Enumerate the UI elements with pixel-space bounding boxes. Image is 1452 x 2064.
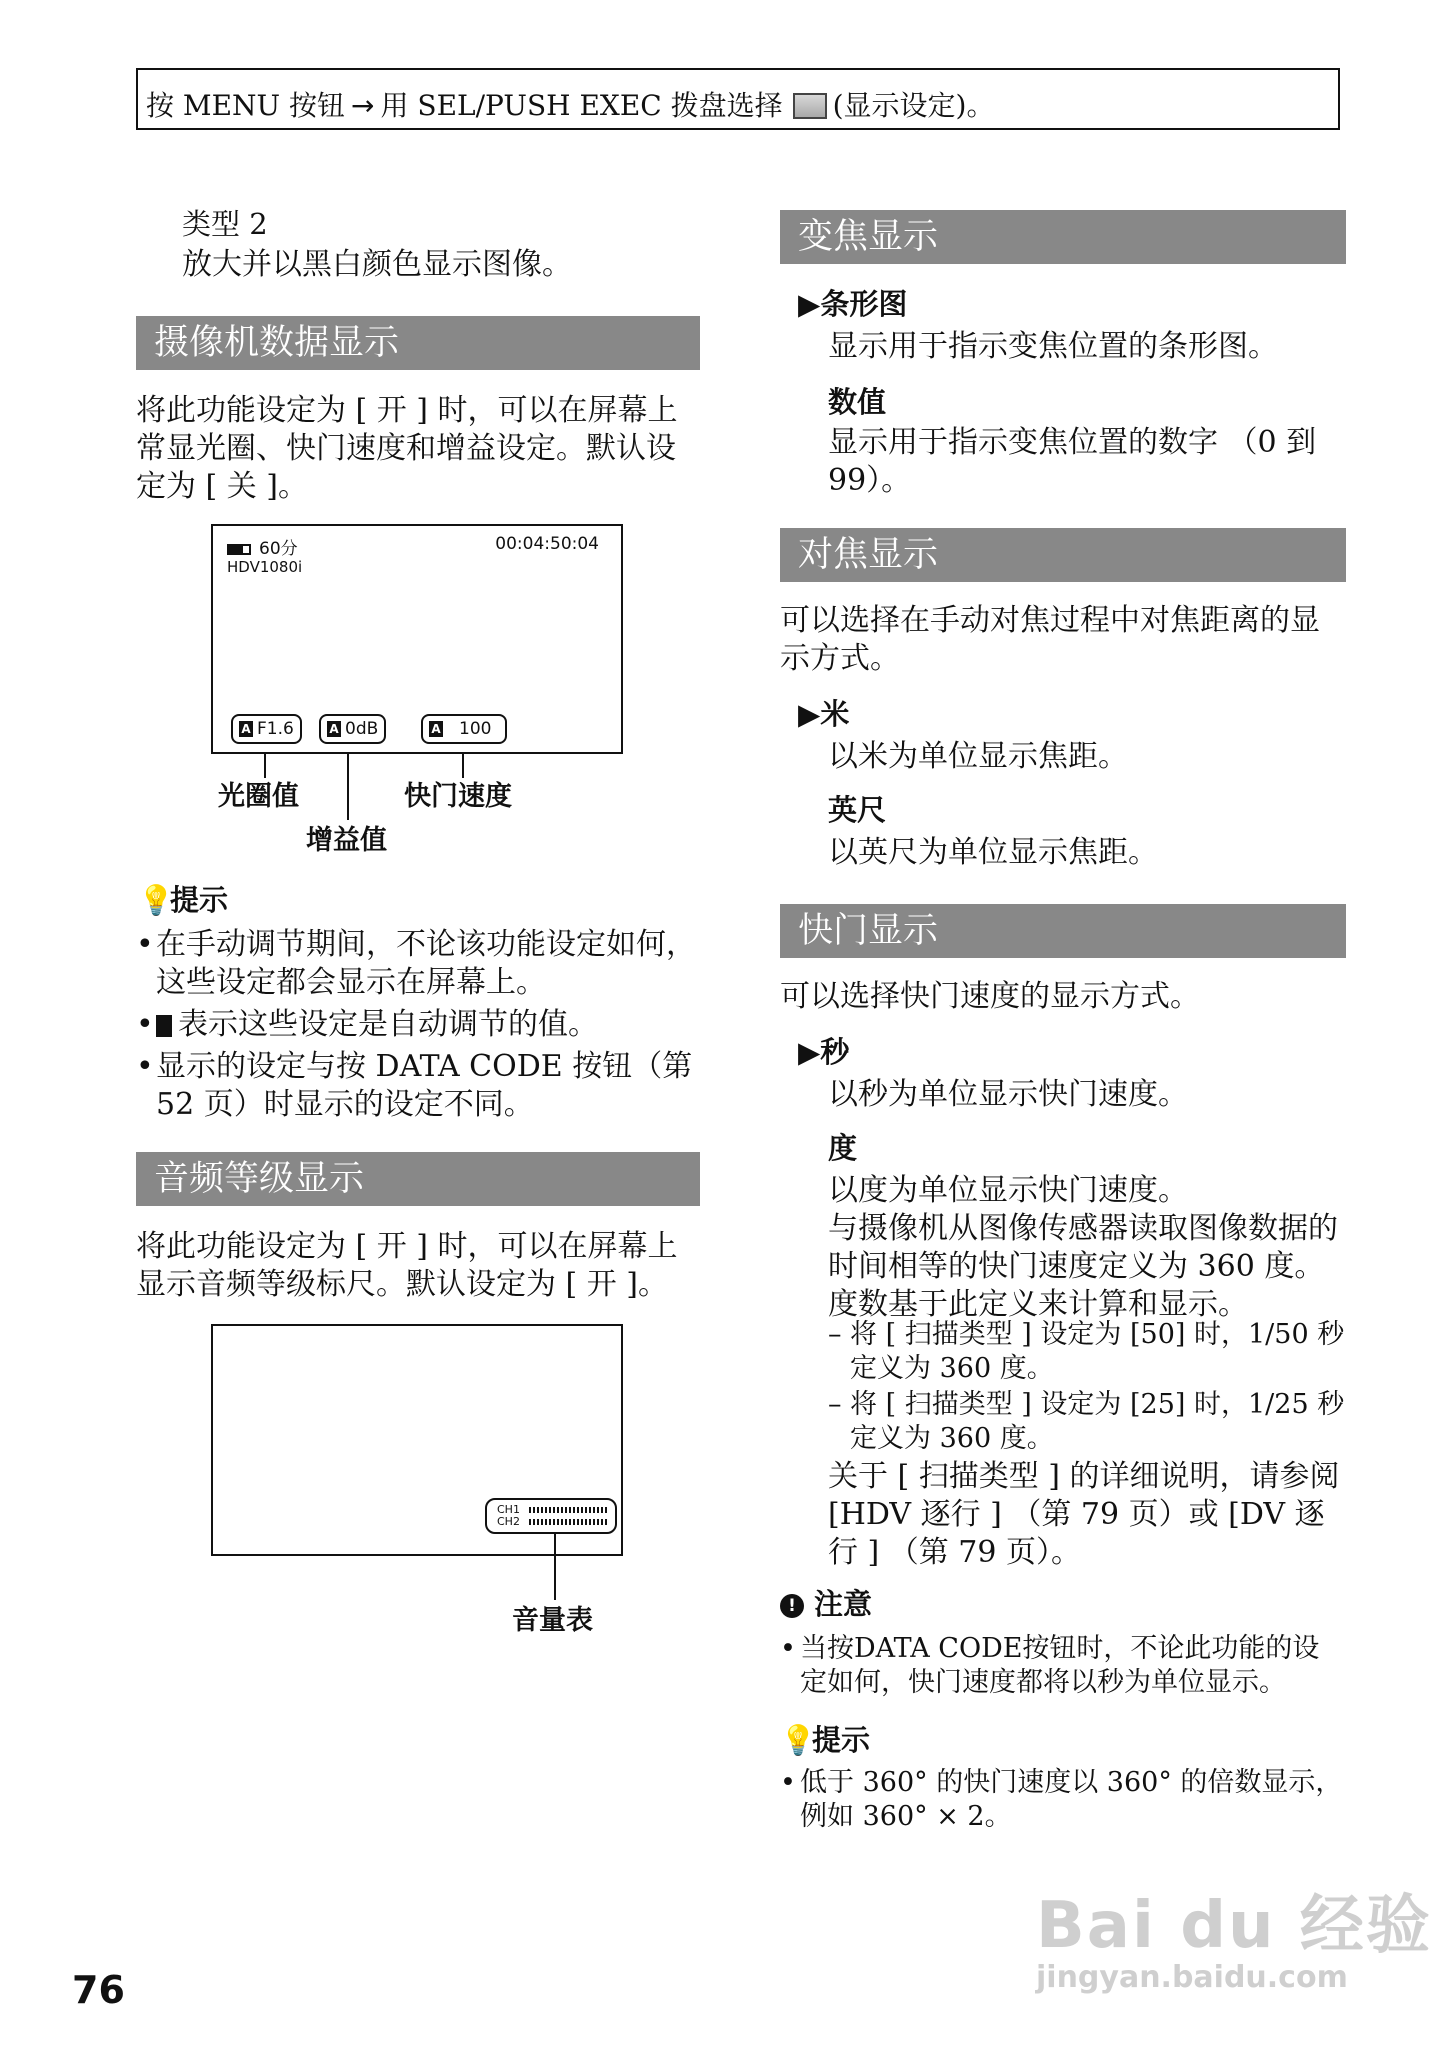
note-title: 注意 [814, 1587, 873, 1621]
shutter-value: 100 [459, 719, 492, 739]
recording-format: HDV1080i [227, 558, 303, 576]
lightbulb-icon: 💡 [780, 1723, 817, 1757]
audio-level-desc: 将此功能设定为 [ 开 ] 时，可以在屏幕上显示音频等级标尺。默认设定为 [ 开 ]。 [136, 1229, 678, 1302]
iris-callout: 光圈值 [218, 781, 299, 812]
tips2-title: 提示 [812, 1723, 871, 1757]
gain-value: 0dB [345, 719, 379, 739]
zoom-option-number-label: 数值 [828, 385, 887, 419]
section-camera-data: 摄像机数据显示 [136, 316, 700, 370]
section-zoom: 变焦显示 [780, 210, 1346, 264]
camera-data-desc: 将此功能设定为 [ 开 ] 时，可以在屏幕上常显光圈、快门速度和增益设定。默认设定为 [ 关 ]。 [136, 393, 678, 504]
tips-title: 提示 [170, 883, 229, 917]
section-audio-level: 音频等级显示 [136, 1152, 700, 1206]
tips2-list [780, 1766, 1346, 1834]
focus-option-meter-label: 米 [820, 697, 850, 731]
watermark-brand: Bai du 经验 [1036, 1889, 1432, 1963]
lightbulb-icon: 💡 [138, 883, 175, 917]
shutter-display [421, 714, 507, 744]
shutter-option-sec-label: 秒 [820, 1035, 850, 1069]
auto-icon: A [327, 721, 341, 737]
shutter-option-sec: ▶秒 [798, 1035, 850, 1069]
auto-icon: A [239, 721, 253, 737]
arrow-icon: → [351, 89, 375, 122]
audio-channels [497, 1504, 520, 1528]
note-heading [780, 1586, 872, 1622]
battery-indicator [227, 534, 298, 559]
ch2-level-bar [529, 1519, 607, 1525]
tip-item-text: 表示这些设定是自动调节的值。 [178, 1007, 598, 1042]
scan-type-item: – 将 [ 扫描类型 ] 设定为 [25] 时，1/25 秒定义为 360 度。 [828, 1388, 1346, 1456]
display-setup-icon [793, 93, 827, 119]
tip-item [136, 1006, 702, 1044]
focus-option-feet-desc: 以英尺为单位显示焦距。 [828, 835, 1158, 870]
note-item: • 当按DATA CODE按钮时，不论此功能的设定如何，快门速度都将以秒为单位显示。 [780, 1632, 1346, 1700]
type2-desc: 放大并以黑白颜色显示图像。 [182, 247, 572, 282]
auto-adjust-icon [156, 1015, 172, 1037]
shutter-desc: 可以选择快门速度的显示方式。 [780, 979, 1200, 1014]
note-list [780, 1632, 1346, 1700]
focus-option-meter: ▶米 [798, 697, 850, 731]
instruction-part2: 用 SEL/PUSH EXEC 拨盘选择 [380, 89, 783, 122]
shutter-option-sec-desc: 以秒为单位显示快门速度。 [828, 1077, 1188, 1112]
camera-data-screen [211, 524, 623, 754]
zoom-option-bar-label: 条形图 [820, 287, 908, 321]
shutter-option-deg-desc1: 以度为单位显示快门速度。 [828, 1173, 1188, 1208]
scan-type-item: – 将 [ 扫描类型 ] 设定为 [50] 时，1/50 秒定义为 360 度。 [828, 1318, 1346, 1386]
scan-type-list [828, 1318, 1346, 1456]
ch1-label: CH1 [497, 1503, 520, 1516]
audio-meter [485, 1498, 617, 1534]
watermark-url: jingyan.baidu.com [1036, 1960, 1348, 1995]
ch1-level-bar [529, 1507, 607, 1513]
focus-option-meter-desc: 以米为单位显示焦距。 [828, 739, 1128, 774]
type2-title: 类型 2 [182, 207, 268, 241]
tip-item: • 显示的设定与按 DATA CODE 按钮（第 52 页）时显示的设定不同。 [136, 1048, 702, 1124]
audio-meter-leader [554, 1534, 556, 1600]
battery-remaining: 60分 [259, 539, 298, 559]
audio-level-screen [211, 1324, 623, 1556]
tip-item: • 在手动调节期间，不论该功能设定如何，这些设定都会显示在屏幕上。 [136, 926, 702, 1002]
timecode: 00:04:50:04 [495, 534, 599, 554]
shutter-callout: 快门速度 [404, 781, 512, 812]
iris-value: F1.6 [257, 719, 294, 739]
page-number: 76 [72, 1968, 125, 2012]
section-shutter: 快门显示 [780, 904, 1346, 958]
zoom-option-number-desc: 显示用于指示变焦位置的数字 （0 到 99）。 [828, 425, 1317, 498]
zoom-option-bar-desc: 显示用于指示变焦位置的条形图。 [828, 329, 1278, 364]
auto-icon: A [429, 721, 443, 737]
tips2-heading [780, 1722, 870, 1758]
section-focus: 对焦显示 [780, 528, 1346, 582]
focus-desc: 可以选择在手动对焦过程中对焦距离的显示方式。 [780, 603, 1320, 676]
shutter-option-deg-label: 度 [828, 1131, 858, 1165]
shutter-option-deg-desc3: 关于 [ 扫描类型 ] 的详细说明，请参阅 [HDV 逐行 ] （第 79 页）或 [DV 逐行 ] （第 79 页）。 [828, 1459, 1340, 1570]
zoom-option-bar: ▶条形图 [798, 287, 908, 321]
tips-heading [138, 882, 228, 918]
iris-display [231, 714, 302, 744]
gain-callout: 增益值 [306, 825, 387, 856]
instruction-part1: 按 MENU 按钮 [146, 89, 346, 122]
audio-meter-callout: 音量表 [512, 1605, 593, 1636]
battery-icon [227, 544, 251, 555]
gain-display [319, 714, 386, 744]
focus-option-feet-label: 英尺 [828, 793, 887, 827]
gain-leader [347, 754, 349, 820]
tips-list [136, 926, 702, 1124]
menu-instruction-box [136, 68, 1340, 130]
instruction-part3: (显示设定)。 [832, 89, 995, 122]
caution-icon: ! [780, 1594, 804, 1618]
tips2-item: • 低于 360° 的快门速度以 360° 的倍数显示，例如 360° × 2。 [780, 1766, 1346, 1834]
shutter-option-deg-desc2: 与摄像机从图像传感器读取图像数据的时间相等的快门速度定义为 360 度。度数基于此定义来计算和显示。 [828, 1211, 1338, 1322]
ch2-label: CH2 [497, 1515, 520, 1528]
